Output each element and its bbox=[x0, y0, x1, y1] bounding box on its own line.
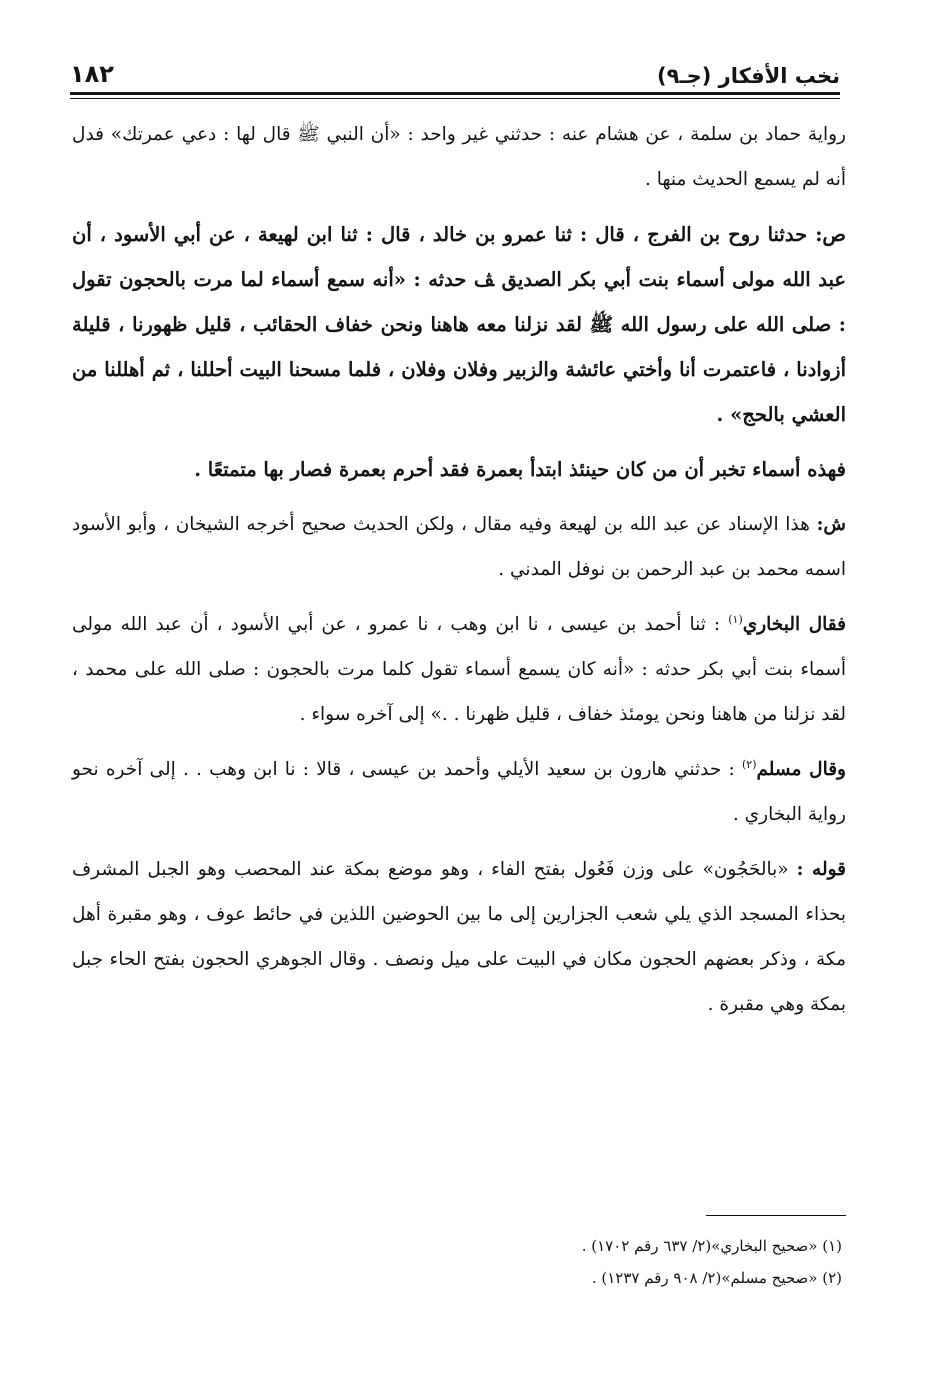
paragraph-text: «بالحَجُون» على وزن فَعُول بفتح الفاء ، وهو موضع بمكة عند المحصب وهو الجبل المشرف بحذاء المسجد الذي يلي شعب الجزارين إلى ما بين الحوضين اللذين في حائط عوف ، وهو مقبرة أهل مكة ، وذكر بعضهم الحجون مكان في البيت على ميل ونصف . وقال الجوهري الحجون بفتح الحاء جبل بمكة وهي مقبرة . bbox=[72, 859, 846, 1015]
paragraph-bukhari bbox=[72, 602, 846, 737]
paragraph-lead: ش: bbox=[816, 514, 846, 535]
header-rule bbox=[70, 92, 840, 95]
paragraph-text: هذا الإسناد عن عبد الله بن لهيعة وفيه مقال ، ولكن الحديث صحيح أخرجه الشيخان ، وأبو الأسود اسمه محمد بن عبد الرحمن بن نوفل المدني . bbox=[72, 514, 846, 580]
paragraph-text: : ثنا أحمد بن عيسى ، نا ابن وهب ، نا عمرو ، عن أبي الأسود ، أن عبد الله مولى أسماء بنت أبي بكر حدثه : «أنه كان يسمع أسماء تقول كلما مرت بالحجون : صلى الله على محمد ، لقد نزلنا من هاهنا ونحن يومئذ خفاف ، قليل ظهرنا . .» إلى آخره سواء . bbox=[72, 614, 846, 725]
paragraph-hadith-text bbox=[72, 212, 846, 437]
paragraph-explanation bbox=[72, 847, 846, 1027]
page-number: ١٨٢ bbox=[70, 60, 114, 88]
paragraph-text: حدثنا روح بن الفرج ، قال : ثنا عمرو بن خالد ، قال : ثنا ابن لهيعة ، عن أبي الأسود ، أن عبد الله مولى أسماء بنت أبي بكر الصديق ﭫ حدثه : «أنه سمع أسماء لما مرت بالحجون تقول : صلى الله على رسول الله ﷺ لقد نزلنا معه هاهنا ونحن خفاف الحقائب ، قليل ظهورنا ، قليلة أزوادنا ، فاعتمرت أنا وأختي عائشة والزبير وفلان وفلان ، فلما مسحنا البيت أحللنا ، ثم أهللنا من العشي بالحج» . bbox=[72, 223, 846, 426]
footnote-ref-1[interactable]: (١) bbox=[728, 612, 743, 626]
running-header bbox=[70, 48, 840, 88]
paragraph-text: : حدثني هارون بن سعيد الأيلي وأحمد بن عيسى ، قالا : نا ابن وهب . . إلى آخره نحو رواية البخاري . bbox=[72, 759, 846, 825]
paragraph-lead: قوله : bbox=[796, 859, 846, 880]
paragraph-lead: ص: bbox=[815, 223, 846, 246]
book-title: نخب الأفكار (جـ٩) bbox=[657, 64, 840, 88]
footnote-1: (١) «صحيح البخاري»(٢/ ٦٣٧ رقم ١٧٠٢) . bbox=[581, 1237, 842, 1255]
footnotes bbox=[72, 1230, 842, 1294]
paragraph-lead: فقال البخاري bbox=[742, 614, 846, 635]
paragraph-text: فهذه أسماء تخبر أن من كان حينئذ ابتدأ بعمرة فقد أحرم بعمرة فصار بها متمتعًا . bbox=[194, 458, 846, 481]
main-text bbox=[72, 112, 846, 1037]
paragraph-muslim bbox=[72, 747, 846, 837]
paragraph-conclusion bbox=[72, 447, 846, 492]
paragraph-commentary bbox=[72, 502, 846, 592]
paragraph-lead: وقال مسلم bbox=[756, 759, 846, 780]
footnote-rule bbox=[706, 1215, 846, 1216]
footnote-ref-2[interactable]: (٢) bbox=[741, 757, 757, 771]
paragraph-continuation bbox=[72, 112, 846, 202]
footnote-2: (٢) «صحيح مسلم»(٢/ ٩٠٨ رقم ١٢٣٧) . bbox=[591, 1269, 842, 1287]
paragraph-text: رواية حماد بن سلمة ، عن هشام عنه : حدثني غير واحد : «أن النبي ﷺ قال لها : دعي عمرتك» فدل أنه لم يسمع الحديث منها . bbox=[72, 124, 846, 190]
